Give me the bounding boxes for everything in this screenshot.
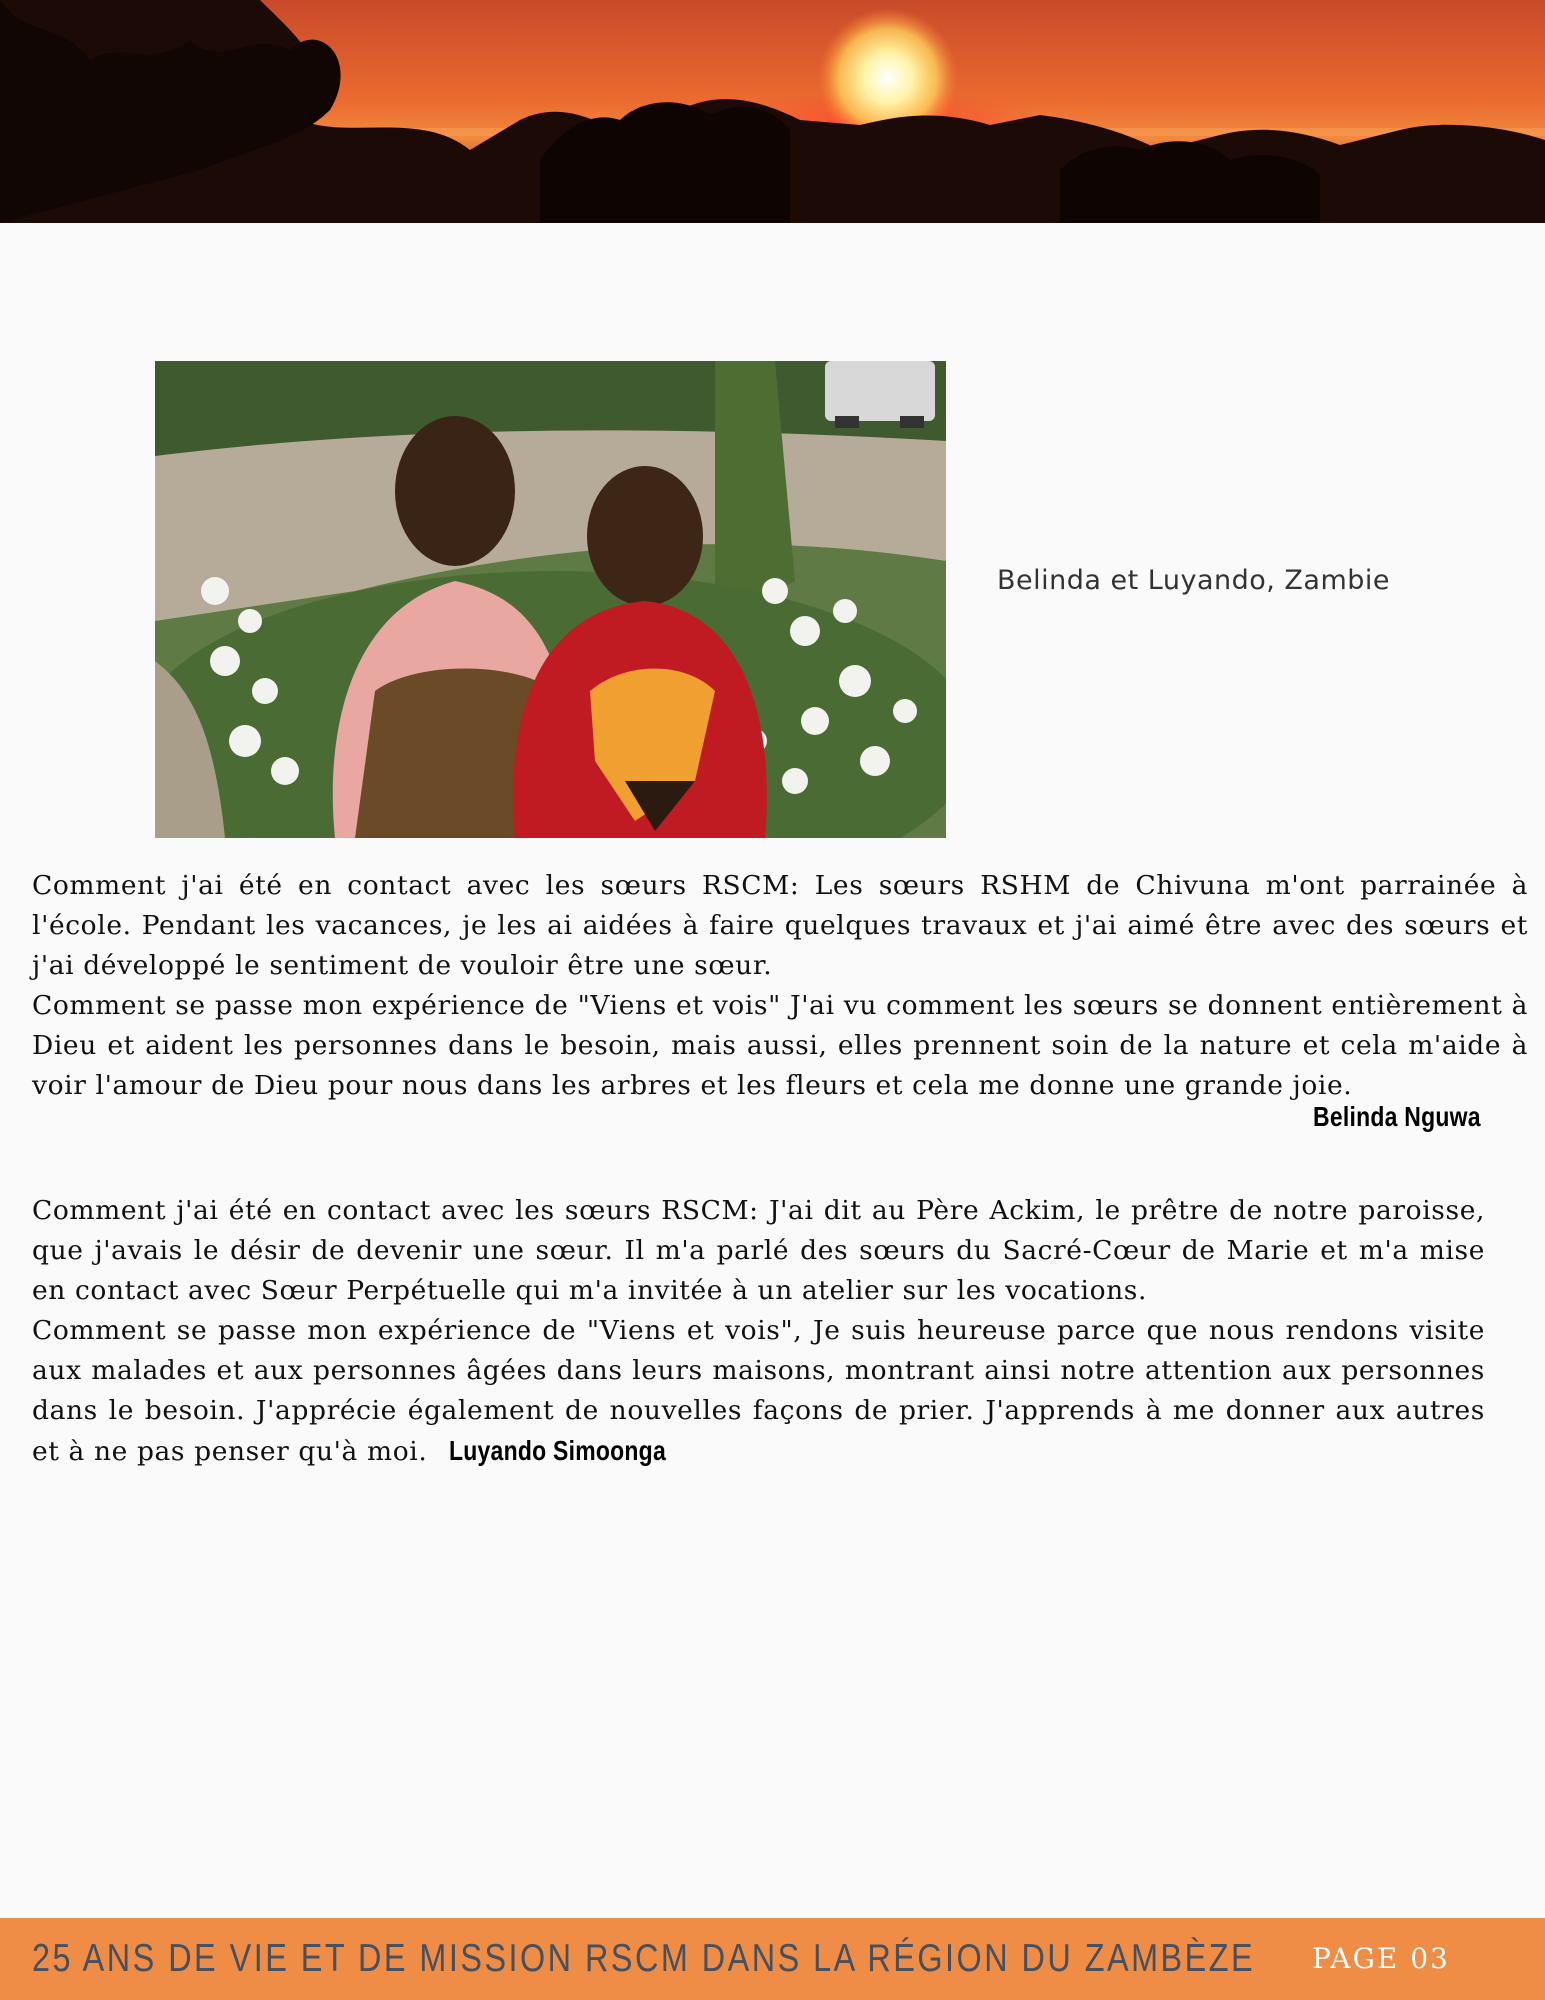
testimony-luyando-paragraph-2-text: Comment se passe mon expérience de "Viens et vois", Je suis heureuse parce que nous rendons visite aux malades et aux personnes âgées dans leurs maisons, montrant ainsi notre attention aux personnes dans le besoin. J'apprécie également de nouvelles façons de prier. J'apprends à me donner aux autres et à ne pas penser qu'à moi. — [32, 1315, 1485, 1467]
testimony-belinda-paragraph-1: Comment j'ai été en contact avec les sœurs RSCM: Les sœurs RSHM de Chivuna m'ont parrainée à l'école. Pendant les vacances, je les ai aidées à faire quelques travaux et j'ai aimé être avec des sœurs et j'ai développé le sentiment de vouloir être une sœur. — [32, 870, 1528, 981]
testimony-luyando-paragraph-2 — [32, 1311, 1485, 1472]
testimony-luyando-paragraph-1: Comment j'ai été en contact avec les sœurs RSCM: J'ai dit au Père Ackim, le prêtre de notre paroisse, que j'avais le désir de devenir une sœur. Il m'a parlé des sœurs du Sacré-Cœur de Marie et m'a mise en contact avec Sœur Perpétuelle qui m'a invitée à un atelier sur les vocations. — [32, 1195, 1485, 1306]
testimony-belinda-paragraph-2: Comment se passe mon expérience de "Viens et vois" J'ai vu comment les sœurs se donnent entièrement à Dieu et aident les personnes dans le besoin, mais aussi, elles prennent soin de la nature et cela m'aide à voir l'amour de Dieu pour nous dans les arbres et les fleurs et cela me donne une grande joie. — [32, 990, 1528, 1101]
belinda-luyando-photo — [155, 361, 946, 838]
page-number: PAGE 03 — [1312, 1942, 1450, 1975]
testimony-luyando — [32, 1191, 1485, 1472]
header-sunset-image — [0, 0, 1545, 223]
page-footer — [0, 1918, 1545, 2000]
signature-belinda: Belinda Nguwa — [1313, 1101, 1481, 1132]
footer-title: 25 ANS DE VIE ET DE MISSION RSCM DANS LA RÉGION DU ZAMBÈZE — [32, 1937, 1256, 1980]
photo-caption: Belinda et Luyando, Zambie — [997, 565, 1391, 596]
testimony-belinda — [32, 866, 1528, 1106]
signature-luyando: Luyando Simoonga — [449, 1435, 667, 1466]
